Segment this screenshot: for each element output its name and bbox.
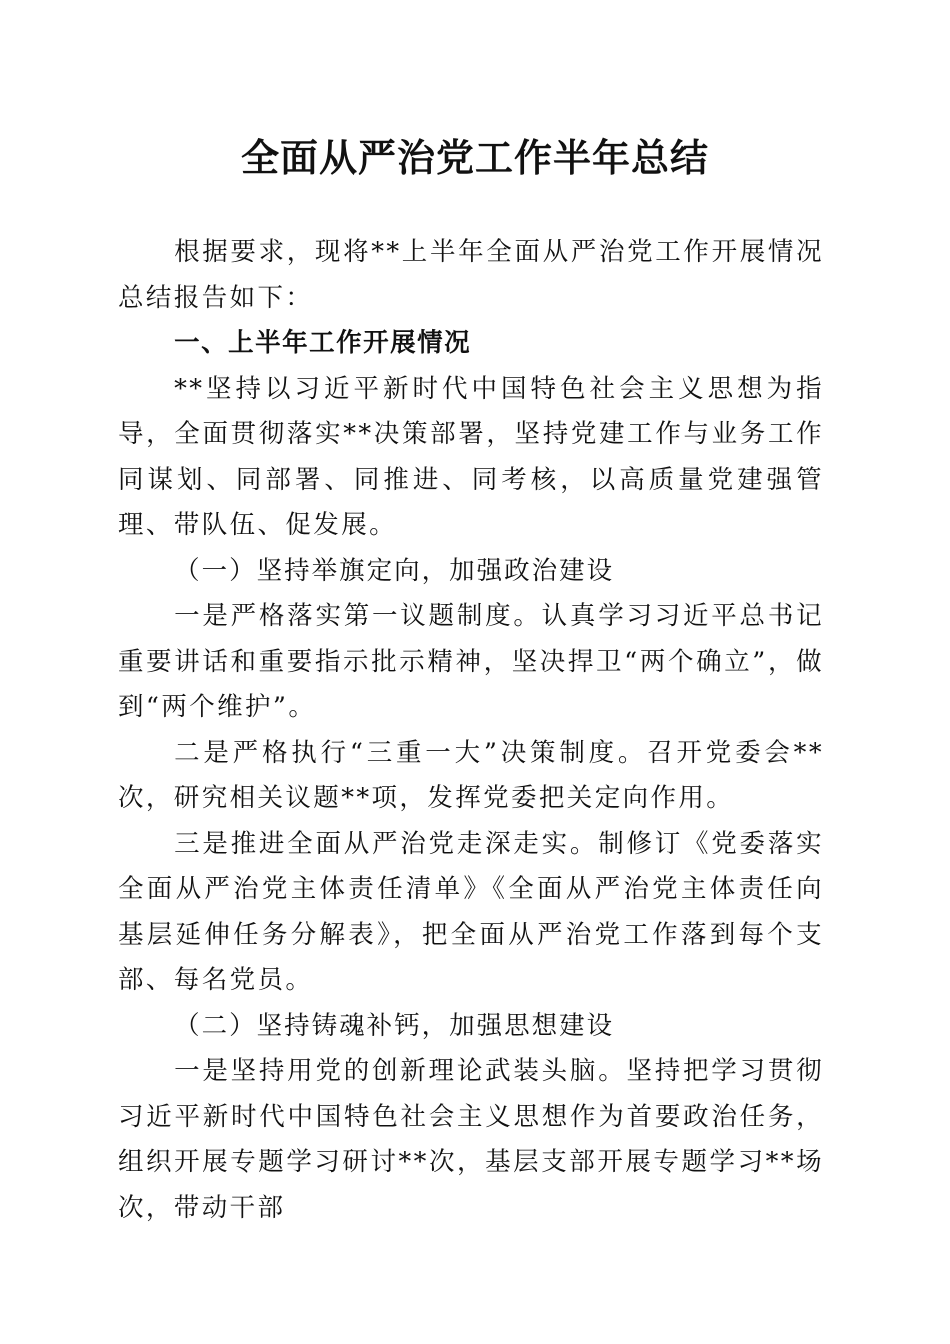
subsection-1-item-1: 一是严格落实第一议题制度。认真学习习近平总书记重要讲话和重要指示批示精神，坚决捍卫“两个确立”，做到“两个维护”。 (118, 601, 824, 722)
document-body (118, 230, 824, 1231)
subsection-1-item-3: 三是推进全面从严治党走深走实。制修订《党委落实全面从严治党主体责任清单》《全面从严治党主体责任向基层延伸任务分解表》，把全面从严治党工作落到每个支部、每名党员。 (118, 828, 824, 995)
intro-paragraph: 根据要求，现将**上半年全面从严治党工作开展情况总结报告如下： (118, 237, 824, 313)
subsection-heading-1: （一）坚持举旗定向，加强政治建设 (174, 555, 615, 586)
section-1-paragraph: **坚持以习近平新时代中国特色社会主义思想为指导，全面贯彻落实**决策部署，坚持党建工作与业务工作同谋划、同部署、同推进、同考核，以高质量党建强管理、带队伍、促发展。 (118, 373, 824, 540)
document-title: 全面从严治党工作半年总结 (240, 135, 709, 180)
subsection-1-item-2: 二是严格执行“三重一大”决策制度。召开党委会**次，研究相关议题**项，发挥党委把关定向作用。 (118, 737, 824, 813)
subsection-2-item-1: 一是坚持用党的创新理论武装头脑。坚持把学习贯彻习近平新时代中国特色社会主义思想作为首要政治任务，组织开展专题学习研讨**次，基层支部开展专题学习**场次，带动干部 (118, 1056, 824, 1223)
subsection-heading-2: （二）坚持铸魂补钙，加强思想建设 (174, 1010, 615, 1041)
section-heading-1: 一、上半年工作开展情况 (174, 328, 472, 358)
